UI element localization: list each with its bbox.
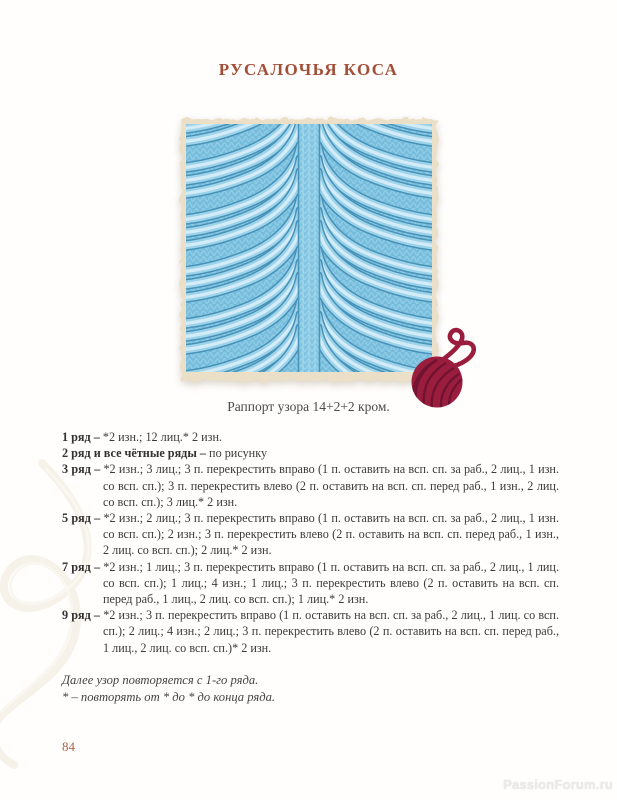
note-repeat-from-row1: Далее узор повторяется с 1-го ряда.: [62, 673, 259, 687]
pattern-repeat-caption: Раппорт узора 14+2+2 кром.: [227, 399, 390, 414]
row-instruction: [62, 461, 559, 510]
row-label: 3 ряд –: [62, 462, 101, 477]
row-instruction: [62, 445, 559, 461]
row-instruction: [62, 607, 559, 656]
row-instruction: [62, 429, 559, 445]
row-text: *2 изн.; 3 лиц.; 3 п. перекрестить вправо (1 п. оставить на всп. сп. за раб., 2 лиц., 1 изн. со всп. сп.); 3 п. перекрестить влево (2 п. оставить на всп. сп. перед раб., 1 изн., 2 лиц. со всп. сп.); 3 лиц.* 2 изн.: [103, 462, 560, 509]
knitting-instructions: [62, 429, 559, 656]
row-text: *2 изн.; 3 п. перекрестить вправо (1 п. оставить на всп. сп. за раб., 2 лиц., 1 лиц. со всп. сп.); 2 лиц.; 4 изн.; 2 лиц.; 3 п. перекрестить влево (2 п. оставить на всп. сп. перед раб., 1 лиц., 2 лиц. со всп. сп.)* 2 изн.: [103, 608, 559, 655]
knit-texture: [186, 124, 432, 372]
row-label: 9 ряд –: [62, 608, 101, 623]
page-number: 84: [62, 739, 75, 754]
row-text: *2 изн.; 2 лиц.; 3 п. перекрестить вправо (1 п. оставить на всп. сп. за раб., 2 лиц., 1 изн. со всп. сп.); 2 изн.; 3 п. перекрестить влево (2 п. оставить на всп. сп. перед раб., 1 изн., 2 лиц. со всп. сп.); 2 лиц.* 2 изн.: [103, 511, 560, 558]
row-label: 2 ряд и все чётные ряды –: [62, 446, 206, 461]
row-instruction: [62, 559, 559, 608]
row-label: 7 ряд –: [62, 559, 101, 574]
note-asterisk-meaning: * – повторять от * до * до конца ряда.: [62, 689, 276, 704]
row-text: *2 изн.; 1 лиц.; 3 п. перекрестить вправо (1 п. оставить на всп. сп. за раб., 2 лиц., 1 лиц. со всп. сп.); 1 лиц.; 4 изн.; 1 лиц.; 3 п. перекрестить влево (2 п. оставить на всп. сп. перед раб., 1 лиц., 2 лиц. со всп. сп.); 1 лиц.* 2 изн.: [103, 559, 559, 607]
pattern-notes: [62, 672, 482, 705]
row-text: *2 изн.; 12 лиц.* 2 изн.: [102, 430, 223, 444]
row-text: по рисунку: [209, 446, 268, 461]
row-label: 5 ряд –: [62, 511, 101, 526]
knit-swatch-photo: [186, 124, 432, 372]
page-title: РУСАЛОЧЬЯ КОСА: [218, 60, 399, 79]
row-label: 1 ряд –: [62, 430, 100, 444]
row-instruction: [62, 510, 559, 559]
site-watermark: PassionForum.ru: [503, 777, 613, 792]
